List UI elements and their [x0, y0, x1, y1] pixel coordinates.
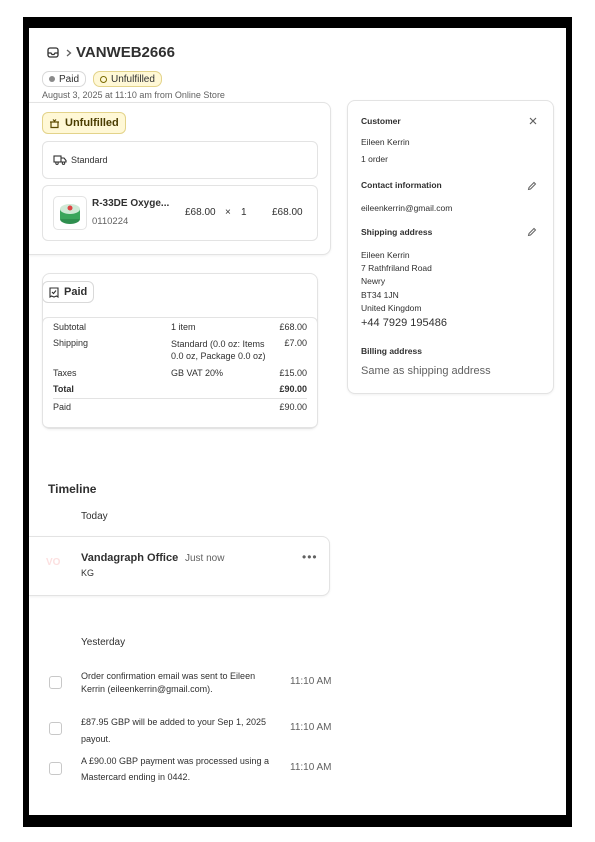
line-item[interactable] [42, 185, 318, 241]
billing-address-heading: Billing address [361, 346, 422, 356]
customer-phone: +44 7929 195486 [361, 317, 447, 329]
pencil-icon[interactable] [527, 227, 537, 237]
comment-author: Vandagraph Office [81, 552, 179, 564]
address-line: United Kingdom [361, 303, 422, 313]
chevron-right-icon [66, 49, 72, 57]
taxes-desc: GB VAT 20% [171, 368, 224, 378]
timeline-heading: Timeline [48, 482, 97, 496]
multiply-sign: × [225, 207, 231, 218]
address-line: BT34 1JN [361, 290, 399, 300]
address-line: 7 Rathfriland Road [361, 263, 432, 273]
total-label: Total [53, 384, 74, 394]
customer-name-link[interactable]: Eileen Kerrin [361, 137, 410, 147]
shipping-amount: £7.00 [284, 338, 307, 348]
timeline-day-today: Today [81, 511, 108, 522]
timeline-event-text: £87.95 GBP will be added to your Sep 1, 2025 payout. [81, 717, 266, 744]
taxes-label: Taxes [53, 368, 77, 378]
customer-email-link[interactable]: eileenkerrin@gmail.com [361, 203, 453, 213]
timeline-event-text: Order confirmation email was sent to Eileen Kerrin (eileenkerrin@gmail.com). [81, 671, 256, 694]
timeline-day-yesterday: Yesterday [81, 637, 126, 648]
comment-body: KG [81, 568, 95, 578]
shipping-method-box [42, 141, 318, 179]
payment-status-label: Paid [59, 73, 80, 85]
page-title: VANWEB2666 [76, 44, 175, 61]
subtotal-desc: 1 item [171, 322, 196, 332]
payment-status-text: Paid [64, 286, 88, 298]
timeline-event-time: 11:10 AM [290, 676, 332, 687]
event-icon [49, 762, 62, 775]
fulfillment-status-text: Unfulfilled [65, 117, 119, 129]
fulfillment-status-badge [93, 71, 162, 87]
address-line: Eileen Kerrin [361, 250, 410, 260]
package-icon [49, 118, 60, 129]
payment-status-chip [42, 281, 94, 303]
divider [53, 398, 307, 399]
shipping-method-label: Standard [71, 155, 108, 165]
fulfillment-status-chip [42, 112, 126, 134]
pencil-icon[interactable] [527, 181, 537, 191]
subtotal-amount: £68.00 [279, 322, 307, 332]
timeline-event-text: A £90.00 GBP payment was processed using a Mastercard ending in 0442. [81, 756, 269, 782]
order-page [29, 28, 566, 815]
taxes-amount: £15.00 [279, 368, 307, 378]
shipping-label: Shipping [53, 338, 89, 348]
more-icon[interactable]: ••• [302, 550, 318, 564]
paid-label: Paid [53, 402, 72, 412]
event-icon [49, 676, 62, 689]
paid-amount: £90.00 [279, 402, 307, 412]
payment-status-badge [42, 71, 86, 87]
receipt-icon [49, 287, 59, 298]
inbox-icon[interactable] [47, 47, 59, 58]
address-line: Newry [361, 276, 386, 286]
event-icon [49, 722, 62, 735]
fulfillment-status-label: Unfulfilled [111, 73, 155, 85]
close-icon[interactable] [529, 117, 537, 125]
product-name-link[interactable]: R-33DE Oxyge... [92, 198, 170, 209]
timeline-event-time: 11:10 AM [290, 722, 332, 733]
customer-card [347, 100, 554, 394]
customer-heading: Customer [361, 116, 401, 126]
total-amount: £90.00 [279, 384, 307, 394]
shipping-address-heading: Shipping address [361, 227, 433, 237]
status-ring-icon [100, 76, 107, 83]
product-sku: 0110224 [92, 216, 129, 227]
timeline-comment [29, 536, 330, 596]
line-total: £68.00 [272, 207, 303, 218]
status-dot-icon [49, 76, 55, 82]
unit-price: £68.00 [185, 207, 216, 218]
shipping-desc: Standard (0.0 oz: Items 0.0 oz, Package 0.0 oz) [171, 339, 266, 361]
subtotal-label: Subtotal [53, 322, 87, 332]
avatar: VO [46, 557, 61, 568]
billing-address-text: Same as shipping address [361, 365, 491, 377]
order-subtitle: August 3, 2025 at 11:10 am from Online Store [42, 90, 225, 100]
truck-icon [53, 155, 67, 165]
product-thumbnail[interactable] [53, 196, 87, 230]
timeline-event-time: 11:10 AM [290, 762, 332, 773]
payment-summary [42, 317, 318, 428]
customer-orders-link[interactable]: 1 order [361, 154, 388, 164]
comment-time: Just now [185, 553, 225, 564]
quantity: 1 [241, 207, 247, 218]
contact-heading: Contact information [361, 180, 442, 190]
